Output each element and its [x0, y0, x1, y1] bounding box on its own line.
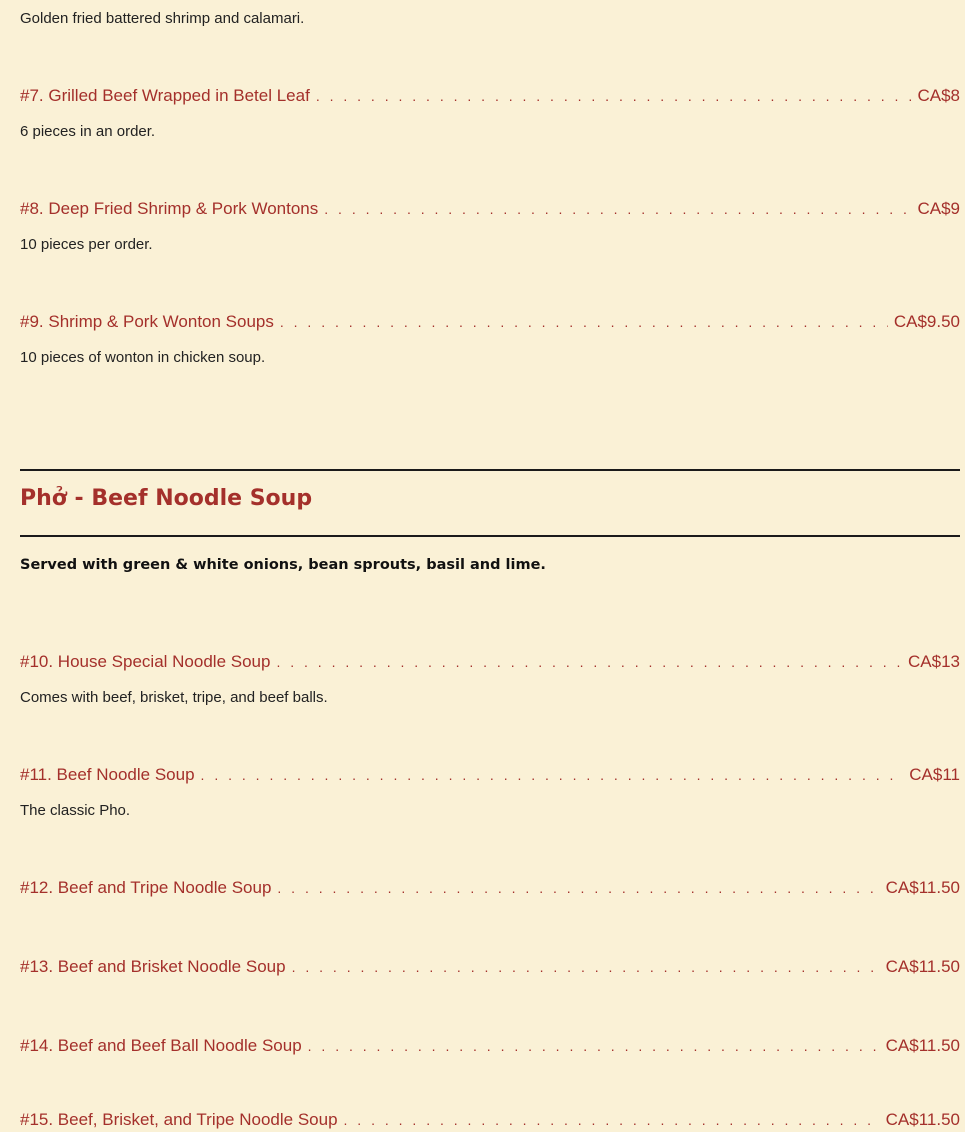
item-name: #14. Beef and Beef Ball Noodle Soup: [20, 1036, 302, 1055]
item-name: #11. Beef Noodle Soup: [20, 765, 195, 784]
item-name: #8. Deep Fried Shrimp & Pork Wontons: [20, 199, 319, 218]
dot-leader: [292, 959, 880, 975]
item-price: CA$11.50: [885, 1036, 960, 1055]
menu-item-13: [20, 957, 960, 979]
section-title: Phở - Beef Noodle Soup: [20, 486, 313, 511]
menu-item-14: [20, 1036, 960, 1058]
item-description: 6 pieces in an order.: [20, 123, 156, 140]
menu-item-15: [20, 1110, 960, 1132]
dot-leader: [201, 767, 904, 783]
item-price: CA$9.50: [893, 312, 960, 331]
item-price: CA$11.50: [885, 878, 960, 897]
item-name: #12. Beef and Tripe Noodle Soup: [20, 878, 272, 897]
item-name: #15. Beef, Brisket, and Tripe Noodle Soup: [20, 1110, 338, 1129]
menu-item-7: [20, 86, 960, 108]
menu-item-11: [20, 765, 960, 787]
dot-leader: [316, 88, 912, 104]
section-divider-top: [20, 469, 960, 471]
section-note: Served with green & white onions, bean sprouts, basil and lime.: [20, 557, 546, 573]
item-price: CA$11: [909, 765, 960, 784]
item-price: CA$9: [917, 199, 960, 218]
item-price: CA$11.50: [885, 957, 960, 976]
item-price: CA$13: [908, 652, 960, 671]
item-description: The classic Pho.: [20, 802, 131, 819]
dot-leader: [277, 880, 879, 896]
dot-leader: [280, 314, 888, 330]
item-description: Golden fried battered shrimp and calamari.: [20, 10, 305, 27]
item-name: #7. Grilled Beef Wrapped in Betel Leaf: [20, 86, 310, 105]
menu-item-8: [20, 199, 960, 221]
item-description: 10 pieces per order.: [20, 236, 153, 253]
item-description: 10 pieces of wonton in chicken soup.: [20, 349, 266, 366]
menu-item-9: [20, 312, 960, 334]
dot-leader: [344, 1112, 880, 1128]
item-price: CA$8: [917, 86, 960, 105]
item-name: #9. Shrimp & Pork Wonton Soups: [20, 312, 274, 331]
dot-leader: [324, 201, 911, 217]
dot-leader: [308, 1038, 880, 1054]
menu-item-12: [20, 878, 960, 900]
item-name: #13. Beef and Brisket Noodle Soup: [20, 957, 286, 976]
item-price: CA$11.50: [885, 1110, 960, 1129]
menu-page: [20, 0, 960, 1129]
dot-leader: [276, 654, 902, 670]
menu-item-10: [20, 652, 960, 674]
section-divider-bottom: [20, 535, 960, 537]
item-description: Comes with beef, brisket, tripe, and beef balls.: [20, 689, 328, 706]
item-name: #10. House Special Noodle Soup: [20, 652, 271, 671]
